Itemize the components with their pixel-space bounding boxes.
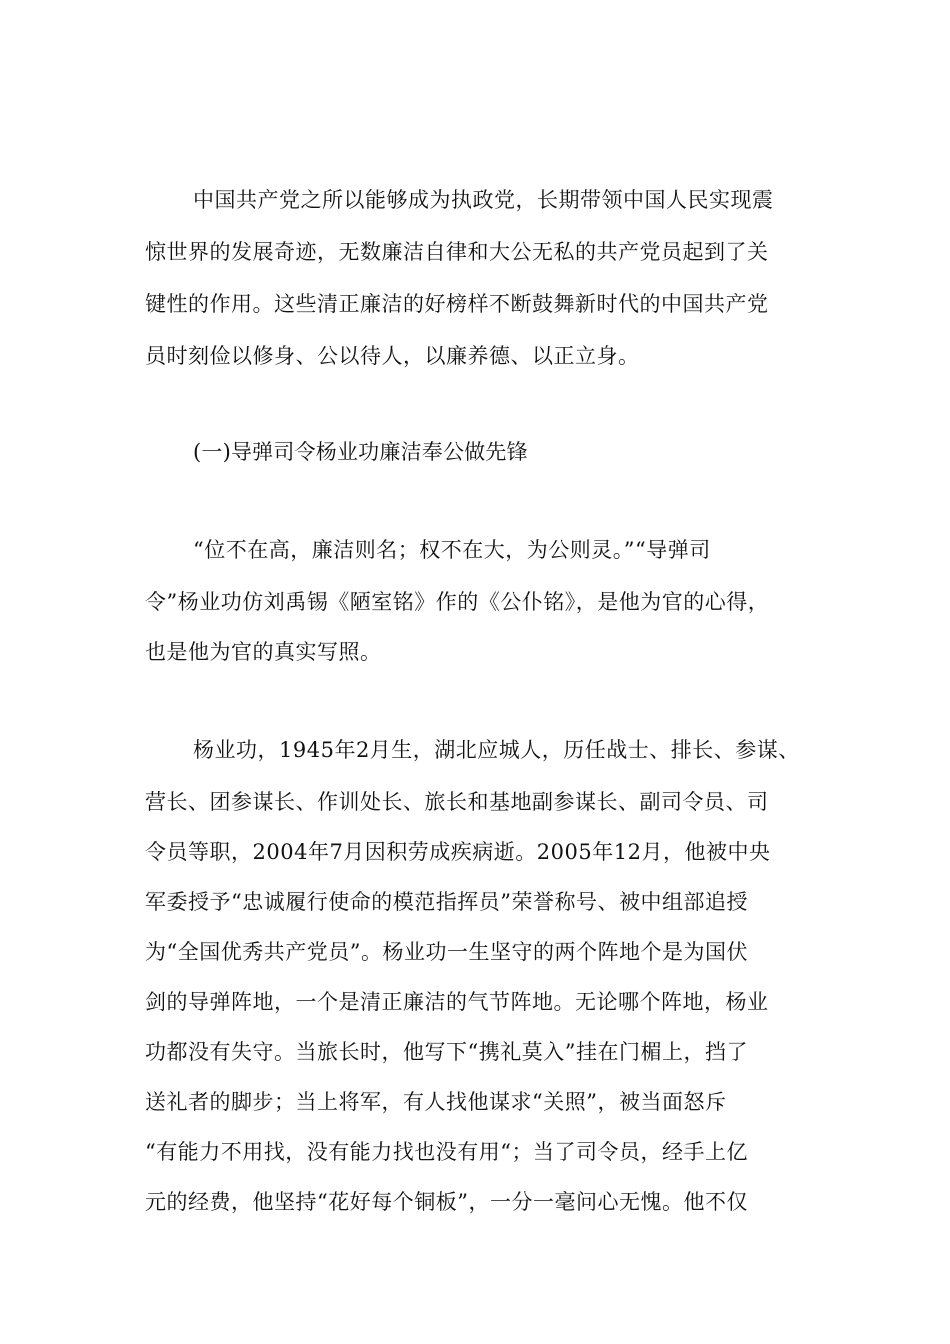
paragraph-1-line-1: 中国共产党之所以能够成为执政党，长期带领中国人民实现震 <box>193 188 774 212</box>
paragraph-3-line-6: 剑的导弹阵地，一个是清正廉洁的气节阵地。无论哪个阵地，杨业 <box>145 990 769 1014</box>
paragraph-2-line-3: 也是他为官的真实写照。 <box>145 640 382 664</box>
paragraph-3-line-2: 营长、团参谋长、作训处长、旅长和基地副参谋长、副司令员、司 <box>145 790 769 814</box>
paragraph-2-line-1: “位不在高，廉洁则名；权不在大，为公则灵。”“导弹司 <box>193 538 711 562</box>
paragraph-3-line-9: “有能力不用找，没有能力找也没有用“；当了司令员，经手上亿 <box>145 1140 748 1164</box>
paragraph-1-line-3: 键性的作用。这些清正廉洁的好榜样不断鼓舞新时代的中国共产党 <box>145 292 769 316</box>
paragraph-1-line-2: 惊世界的发展奇迹，无数廉洁自律和大公无私的共产党员起到了关 <box>145 240 769 264</box>
paragraph-3-line-4: 军委授予“忠诚履行使命的模范指挥员”荣誉称号、被中组部追授 <box>145 890 748 914</box>
paragraph-3-line-10: 元的经费，他坚持“花好每个铜板”，一分一毫问心无愧。他不仅 <box>145 1190 748 1214</box>
paragraph-3-line-5: 为“全国优秀共产党员”。杨业功一生坚守的两个阵地个是为国伏 <box>145 940 748 964</box>
paragraph-3-line-8: 送礼者的脚步；当上将军，有人找他谋求“关照”，被当面怒斥 <box>145 1090 727 1114</box>
paragraph-3-line-7: 功都没有失守。当旅长时，他写下“携礼莫入”挂在门楣上，挡了 <box>145 1040 748 1064</box>
paragraph-2-line-2: 令”杨业功仿刘禹锡《陋室铭》作的《公仆铭》，是他为官的心得， <box>145 590 770 614</box>
paragraph-3-line-1: 杨业功，1945年2月生，湖北应城人，历任战士、排长、参谋、 <box>193 738 800 762</box>
section-heading: (一)导弹司令杨业功廉洁奉公做先锋 <box>193 440 528 464</box>
paragraph-1-line-4: 员时刻俭以修身、公以待人，以廉养德、以正立身。 <box>145 344 640 368</box>
paragraph-3-line-3: 令员等职，2004年7月因积劳成疾病逝。2005年12月，他被中央 <box>145 840 771 864</box>
